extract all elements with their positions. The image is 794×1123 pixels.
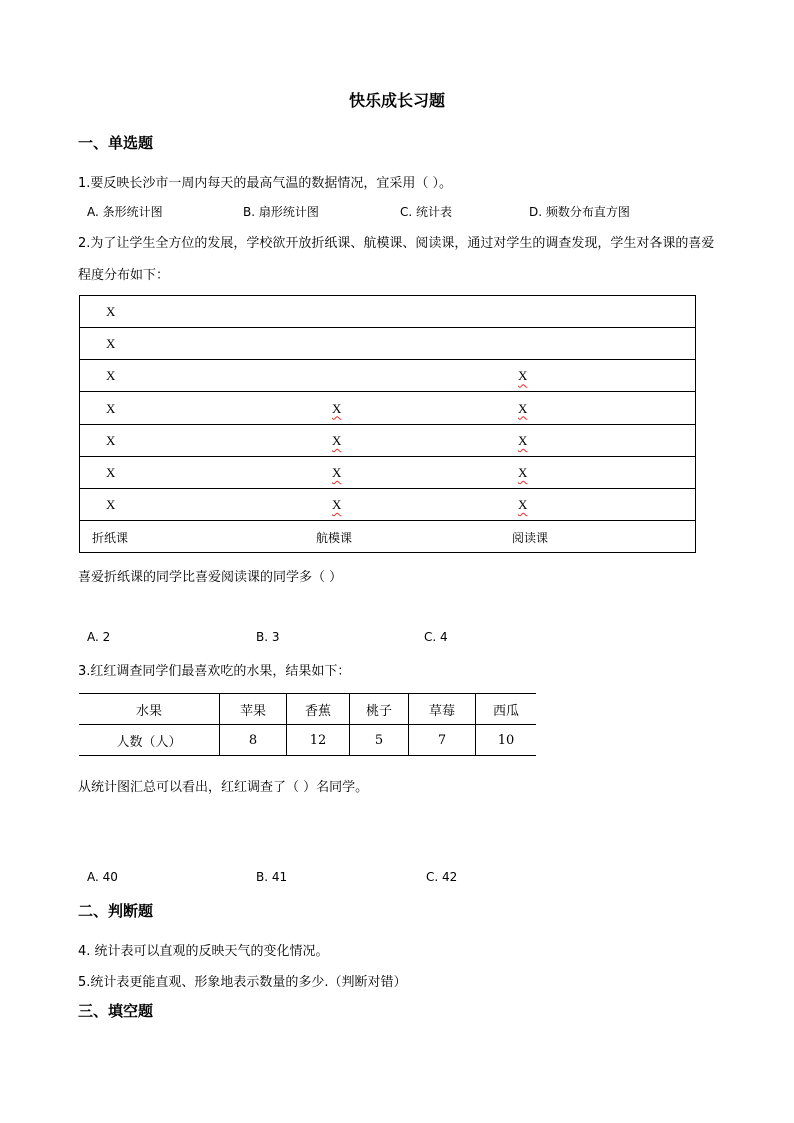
table-row <box>79 694 536 725</box>
table-cell: 8 <box>220 725 287 756</box>
table-cell: 7 <box>409 725 476 756</box>
x-mark: X <box>106 336 116 352</box>
x-mark: X <box>106 432 116 448</box>
x-mark: X <box>106 304 116 319</box>
preference-x-chart <box>79 295 696 553</box>
section-heading-single-choice: 一、单选题 <box>78 134 154 152</box>
q1-option-c[interactable]: C. 统计表 <box>400 205 453 219</box>
fruit-survey-table <box>79 693 536 756</box>
table-cell: 香蕉 <box>287 694 350 725</box>
x-mark: X <box>518 497 528 513</box>
question-3-text: 3.红红调查同学们最喜欢吃的水果，结果如下： <box>78 664 351 679</box>
x-mark: X <box>518 368 528 384</box>
table-cell: 5 <box>350 725 409 756</box>
table-cell: 桃子 <box>350 694 409 725</box>
category-label: 航模课 <box>316 531 353 546</box>
table-cell: 12 <box>287 725 350 756</box>
q1-option-a[interactable]: A. 条形统计图 <box>87 205 163 219</box>
question-3-prompt: 从统计图汇总可以看出，红红调查了（ ）名同学。 <box>78 780 369 795</box>
x-mark: X <box>106 400 116 416</box>
x-mark: X <box>106 465 116 480</box>
chart-row <box>80 296 695 328</box>
table-cell: 水果 <box>79 694 220 725</box>
q2-option-a[interactable]: A. 2 <box>87 630 111 644</box>
q2-option-b[interactable]: B. 3 <box>256 630 280 644</box>
q2-option-c[interactable]: C. 4 <box>424 630 448 644</box>
table-cell: 人数（人） <box>79 725 220 756</box>
section-heading-fill-blank: 三、填空题 <box>78 1002 154 1020</box>
chart-row <box>80 457 695 489</box>
table-cell: 苹果 <box>220 694 287 725</box>
category-label: 阅读课 <box>512 531 549 546</box>
q3-option-a[interactable]: A. 40 <box>87 870 118 884</box>
x-mark: X <box>518 432 528 448</box>
x-mark: X <box>106 497 116 513</box>
x-mark: X <box>518 400 528 416</box>
table-cell: 10 <box>476 725 537 756</box>
chart-row <box>80 393 695 425</box>
x-mark: X <box>332 400 342 416</box>
question-1-text: 1.要反映长沙市一周内每天的最高气温的数据情况，宜采用（ ）。 <box>78 176 453 191</box>
x-mark: X <box>332 432 342 448</box>
question-2-prompt: 喜爱折纸课的同学比喜爱阅读课的同学多（ ） <box>78 570 343 585</box>
section-heading-true-false: 二、判断题 <box>78 902 154 920</box>
chart-label-row <box>80 521 695 553</box>
table-row <box>79 725 536 756</box>
chart-row <box>80 425 695 457</box>
q1-option-b[interactable]: B. 扇形统计图 <box>243 205 319 219</box>
category-label: 折纸课 <box>92 531 129 546</box>
question-5-text: 5.统计表更能直观、形象地表示数量的多少.（判断对错） <box>78 975 407 990</box>
x-mark: X <box>332 497 342 513</box>
table-cell: 草莓 <box>409 694 476 725</box>
q3-option-b[interactable]: B. 41 <box>256 870 288 884</box>
chart-row <box>80 328 695 360</box>
question-4-text: 4. 统计表可以直观的反映天气的变化情况。 <box>78 944 329 959</box>
q1-option-d[interactable]: D. 频数分布直方图 <box>529 205 630 219</box>
page-title: 快乐成长习题 <box>348 91 445 110</box>
q3-option-c[interactable]: C. 42 <box>426 870 458 884</box>
chart-row <box>80 489 695 521</box>
question-2-text: 2.为了让学生全方位的发展，学校欲开放折纸课、航模课、阅读课，通过对学生的调查发现，学生对各课的喜爱程度分布如下： <box>78 236 715 283</box>
x-mark: X <box>332 465 342 480</box>
x-mark: X <box>518 465 528 480</box>
table-cell: 西瓜 <box>476 694 537 725</box>
x-mark: X <box>106 368 116 384</box>
chart-row <box>80 360 695 392</box>
